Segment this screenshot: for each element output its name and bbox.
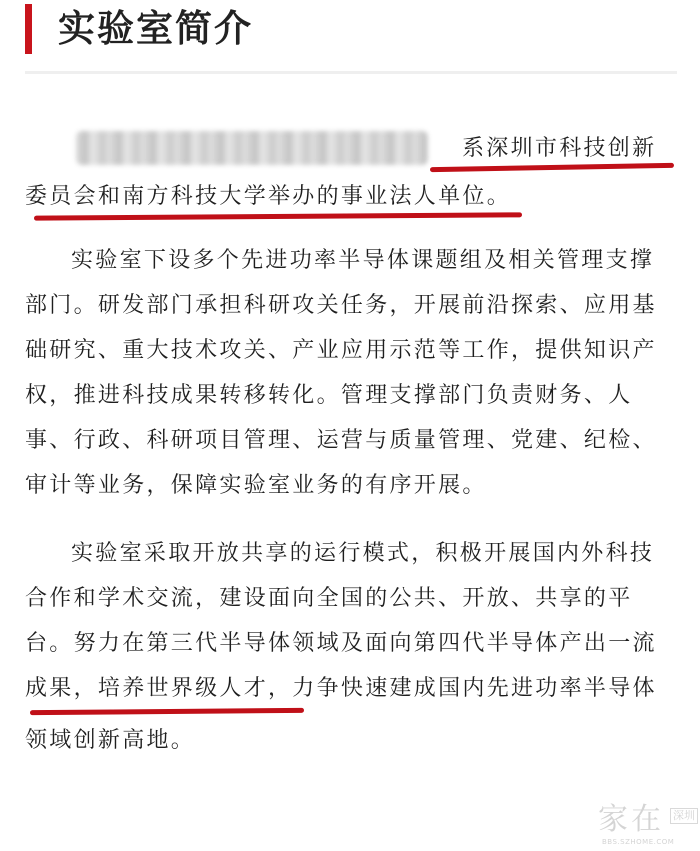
watermark-logo-text: 家在 bbox=[598, 802, 664, 837]
redacted-text-blur bbox=[76, 131, 428, 165]
paragraph-2-line-6: 审计等业务，保障实验室业务的有序开展。 bbox=[25, 473, 487, 498]
header-accent-bar bbox=[25, 4, 32, 54]
paragraph-3-line-4: 成果，培养世界级人才，力争快速建成国内先进功率半导体 bbox=[25, 676, 657, 701]
paragraph-3-line-5: 领域创新高地。 bbox=[25, 728, 196, 753]
section-header bbox=[0, 0, 700, 62]
paragraph-3-line-1: 实验室采取开放共享的运行模式，积极开展国内外科技 bbox=[71, 541, 655, 566]
page-title: 实验室简介 bbox=[58, 7, 253, 50]
paragraph-3-line-3: 台。努力在第三代半导体领域及面向第四代半导体产出一流 bbox=[25, 631, 657, 656]
paragraph-1-line-2: 委员会和南方科技大学举办的事业法人单位。 bbox=[25, 184, 512, 209]
paragraph-2-line-3: 础研究、重大技术攻关、产业应用示范等工作，提供知识产 bbox=[25, 338, 657, 363]
watermark-url: BBS.SZHOME.COM bbox=[602, 838, 675, 846]
paragraph-3-line-2: 合作和学术交流，建设面向全国的公共、开放、共享的平 bbox=[25, 586, 633, 611]
red-underline bbox=[30, 708, 304, 715]
paragraph-2-line-5: 事、行政、科研项目管理、运营与质量管理、党建、纪检、 bbox=[25, 428, 657, 453]
watermark-city-tag: 深圳 bbox=[670, 808, 698, 824]
header-divider bbox=[25, 71, 677, 74]
site-watermark bbox=[598, 800, 698, 848]
paragraph-1-line-1: 系深圳市科技创新 bbox=[462, 136, 657, 161]
paragraph-2-line-1: 实验室下设多个先进功率半导体课题组及相关管理支撑 bbox=[71, 248, 655, 273]
paragraph-2-line-2: 部门。研发部门承担科研攻关任务，开展前沿探索、应用基 bbox=[25, 293, 657, 318]
paragraph-2-line-4: 权，推进科技成果转移转化。管理支撑部门负责财务、人 bbox=[25, 383, 633, 408]
